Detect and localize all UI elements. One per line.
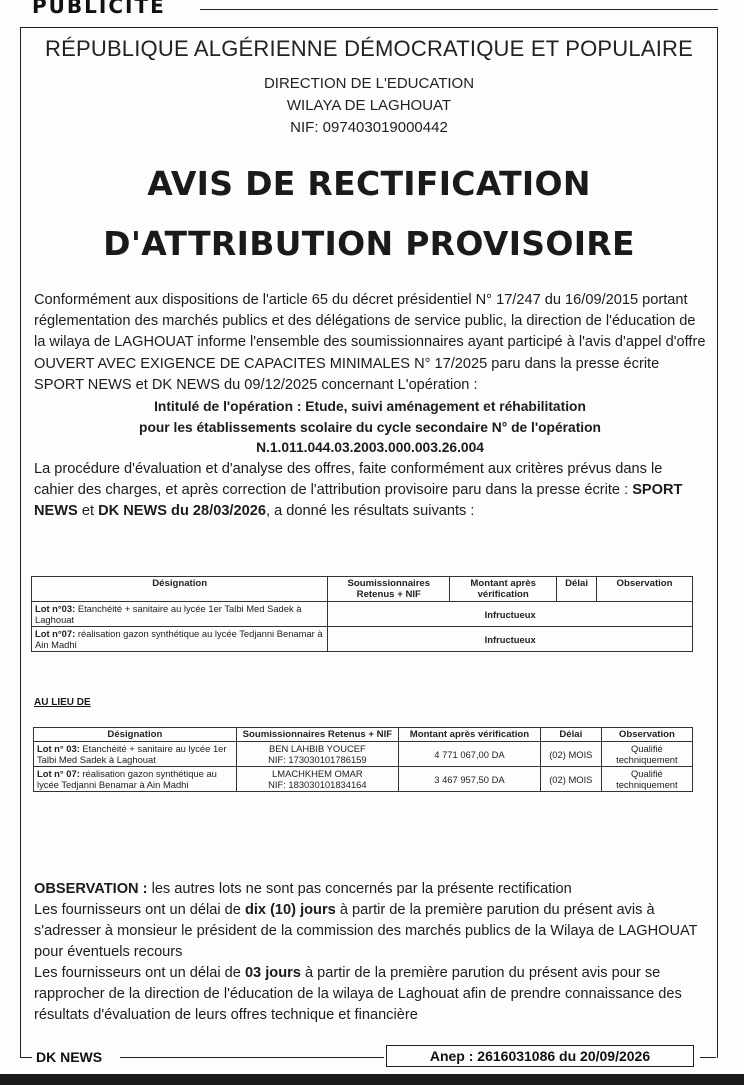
intro-text: Conformément aux dispositions de l'article 65 du décret présidentiel N° 17/247 du 16/09/2015 portant réglementation des marchés publics et des délégations de service public, la direction de l'éducation de la wilaya de LAGHOUAT informe l'ensemble des soumissionnaires ayant participé à l'avis d'appel d'offre OUVERT AVEC EXIGENCE DE CAPACITES MINIMALES N° 17/2025 paru dans la presse écrite SPORT NEWS et DK NEWS du 09/12/2025 concernant L'opération :: [34, 292, 706, 393]
delay-cell: (02) MOIS: [540, 742, 601, 767]
operation-title: [34, 397, 706, 459]
recourse-text-a: Les fournisseurs ont un délai de: [34, 902, 245, 918]
lot-designation: [32, 602, 328, 627]
notice-frame: [20, 27, 718, 1058]
observation-cell: Qualifié techniquement: [601, 742, 692, 767]
lot-result: Infructueux: [328, 627, 693, 652]
rectified-results-table: [31, 576, 693, 652]
lot-designation: [32, 627, 328, 652]
recourse-paragraph: [34, 900, 706, 963]
col-designation: Désignation: [34, 728, 237, 742]
recourse-text-b: à partir de la première parution du présent avis à s'adresser à monsieur le président de la commission des marchés publics de la Wilaya de LAGHOUAT pour éventuels recours: [34, 902, 698, 960]
footer-rule-right: [700, 1057, 716, 1058]
press-2: DK NEWS du 28/03/2026: [98, 502, 266, 519]
procedure-paragraph: [34, 459, 706, 523]
col-amount: Montant après vérification: [398, 728, 540, 742]
lot-description: réalisation gazon synthétique au lycée Tedjanni Benamar à Ain Madhi: [35, 628, 323, 650]
press-1: SPORT NEWS: [34, 481, 683, 519]
table-header-row: [32, 577, 693, 602]
and-word: et: [77, 502, 99, 519]
col-bidders: Soumissionnaires Retenus + NIF: [328, 577, 450, 602]
republic-heading: RÉPUBLIQUE ALGÉRIENNE DÉMOCRATIQUE ET POPULAIRE: [45, 36, 693, 61]
consult-text-a: Les fournisseurs ont un délai de: [34, 965, 245, 981]
lot-result: Infructueux: [328, 602, 693, 627]
bidder-name: BEN LAHBIB YOUCEF: [269, 743, 366, 754]
observation-line: [34, 879, 706, 900]
footer-rule-middle: [120, 1057, 384, 1058]
lot-number: Lot n°03:: [35, 603, 76, 614]
table-row: [32, 602, 693, 627]
au-lieu-de-label: AU LIEU DE: [34, 697, 91, 708]
title-line-1: AVIS DE RECTIFICATION: [147, 164, 591, 203]
bidder-nif: NIF: 183030101834164: [268, 779, 367, 790]
lot-designation: [34, 767, 237, 792]
table-row: [34, 742, 693, 767]
bidder-cell: [236, 767, 398, 792]
observation-cell: Qualifié techniquement: [601, 767, 692, 792]
notice-title: [21, 154, 717, 274]
lot-description: réalisation gazon synthétique au lycée Tedjanni Benamar à Ain Madhi: [37, 768, 217, 790]
table-header-row: [34, 728, 693, 742]
observation-text: les autres lots ne sont pas concernés par la présente rectification: [147, 881, 572, 897]
bottom-bar: [0, 1074, 744, 1085]
amount-cell: 4 771 067,00 DA: [398, 742, 540, 767]
operation-line-1: Intitulé de l'opération : Etude, suivi aménagement et réhabilitation: [154, 399, 586, 415]
operation-number: N.1.011.044.03.2003.000.003.26.004: [256, 440, 484, 456]
observation-section: [34, 879, 706, 1026]
operation-line-2: pour les établissements scolaire du cycle secondaire N° de l'opération: [139, 419, 601, 435]
col-designation: Désignation: [32, 577, 328, 602]
col-observation: Observation: [597, 577, 693, 602]
lot-number: Lot n° 03:: [37, 743, 80, 754]
direction-name: DIRECTION DE L'EDUCATION: [263, 75, 475, 92]
bidder-cell: [236, 742, 398, 767]
consultation-paragraph: [34, 963, 706, 1026]
previous-results-table: [33, 727, 693, 792]
newspaper-name: DK NEWS: [36, 1049, 103, 1065]
recourse-delay: dix (10) jours: [244, 902, 336, 918]
col-bidders: Soumissionnaires Retenus + NIF: [236, 728, 398, 742]
anep-reference: Anep : 2616031086 du 20/09/2026: [386, 1045, 694, 1067]
amount-cell: 3 467 957,50 DA: [398, 767, 540, 792]
publicity-label: PUBLICITE: [32, 0, 166, 18]
bidder-nif: NIF: 173030101786159: [268, 754, 367, 765]
col-amount: Montant après vérification: [450, 577, 557, 602]
bidder-name: LMACHKHEM OMAR: [272, 768, 363, 779]
consult-text-b: à partir de la première parution du présent avis pour se rapprocher de la direction de l'éducation de la wilaya de Laghouat afin de prendre connaissance des résultats d'évaluation de leurs offres technique et financière: [34, 965, 682, 1023]
lot-designation: [34, 742, 237, 767]
title-line-2: D'ATTRIBUTION PROVISOIRE: [103, 224, 635, 263]
table-row: [34, 767, 693, 792]
delay-cell: (02) MOIS: [540, 767, 601, 792]
procedure-text: La procédure d'évaluation et d'analyse des offres, faite conformément aux critères prévus dans le cahier des charges, et après correction de l'attribution provisoire paru dans la presse écrite :: [34, 460, 663, 498]
direction-block: [21, 73, 717, 139]
col-observation: Observation: [601, 728, 692, 742]
col-delay: Délai: [540, 728, 601, 742]
table-row: [32, 627, 693, 652]
procedure-end: , a donné les résultats suivants :: [265, 502, 475, 519]
wilaya-name: WILAYA DE LAGHOUAT: [286, 97, 452, 114]
publicity-header: [0, 0, 744, 22]
lot-description: Etanchéité + sanitaire au lycée 1er Talbi Med Sadek à Laghouat: [37, 743, 227, 765]
lot-description: Etanchéité + sanitaire au lycée 1er Talbi Med Sadek à Laghouat: [35, 603, 302, 625]
observation-label: OBSERVATION :: [34, 881, 148, 897]
lot-number: Lot n° 07:: [37, 768, 80, 779]
nif-number: NIF: 097403019000442: [290, 119, 448, 136]
intro-paragraph: [34, 290, 706, 522]
col-delay: Délai: [557, 577, 597, 602]
lot-number: Lot n°07:: [35, 628, 76, 639]
consult-delay: 03 jours: [244, 965, 301, 981]
footer-rule-left: [20, 1057, 32, 1058]
header-rule: [200, 9, 718, 10]
